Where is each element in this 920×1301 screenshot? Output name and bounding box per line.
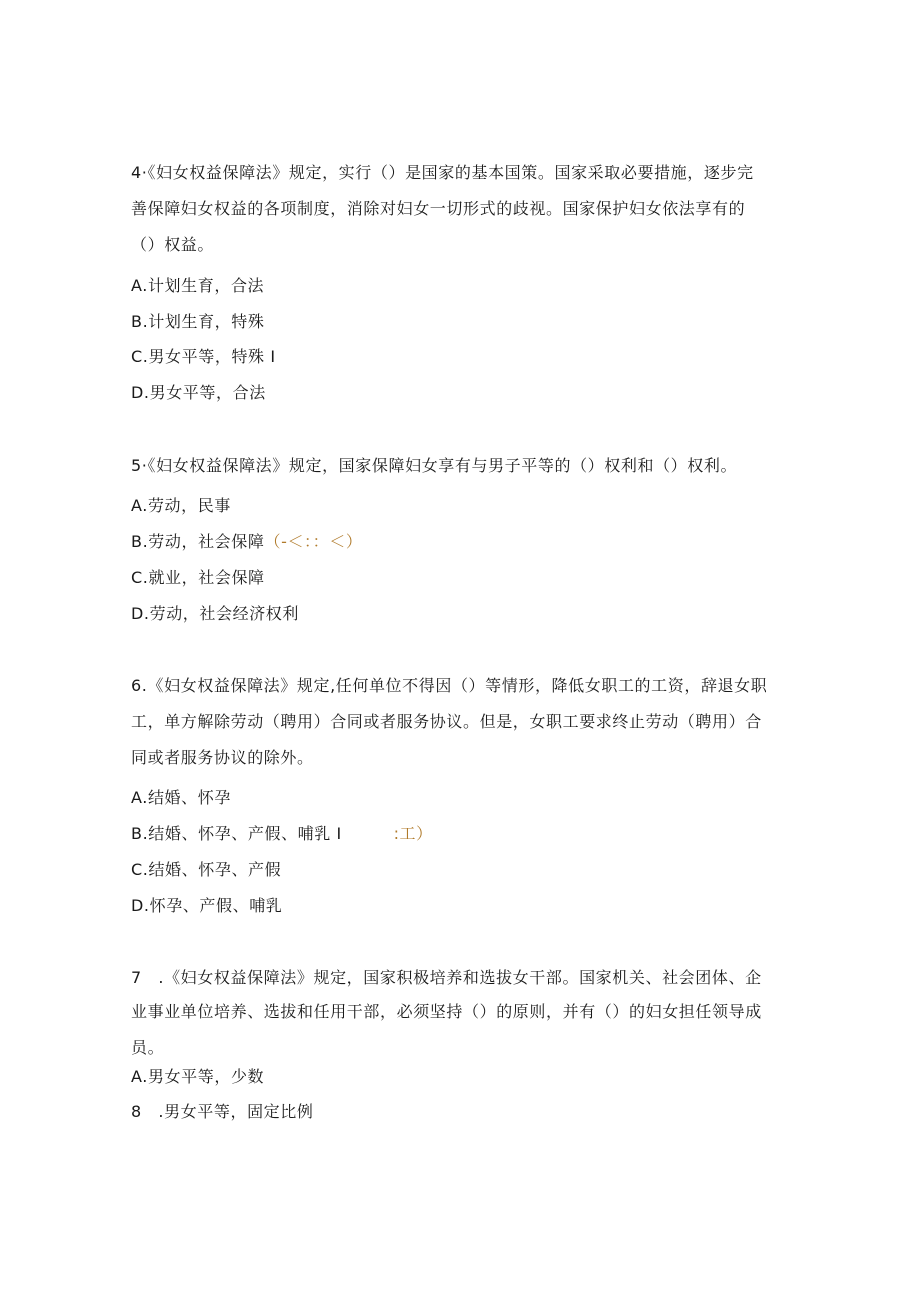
question-4-option-b: B.计划生育，特殊 xyxy=(131,312,265,331)
question-7-stem-line-2: 业事业单位培养、选拔和任用干部，必须坚持（）的原则，并有（）的妇女担任领导成 xyxy=(131,1002,762,1021)
question-4-option-c: C.男女平等，特殊 I xyxy=(131,347,276,366)
question-6-stem-line-2: 工，单方解除劳动（聘用）合同或者服务协议。但是，女职工要求终止劳动（聘用）合 xyxy=(131,712,762,731)
question-4-option-d: D.男女平等，合法 xyxy=(131,383,266,402)
question-5-option-b xyxy=(131,532,362,552)
question-5-stem-line-1: 5·《妇女权益保障法》规定，国家保障妇女享有与男子平等的（）权利和（）权利。 xyxy=(131,456,738,475)
question-6-option-a: A.结婚、怀孕 xyxy=(131,788,231,807)
question-7-option-a: A.男女平等，少数 xyxy=(131,1067,265,1086)
question-5-option-a: A.劳动，民事 xyxy=(131,496,231,515)
question-6-option-b-note: :工） xyxy=(393,824,433,843)
question-7-stem-line-3: 员。 xyxy=(131,1038,165,1057)
question-6-option-b-text: B.结婚、怀孕、产假、哺乳 I xyxy=(131,824,342,843)
question-4-option-a: A.计划生育，合法 xyxy=(131,276,265,295)
question-7-option-b: 8 .男女平等，固定比例 xyxy=(131,1102,314,1121)
question-6-option-b xyxy=(131,824,433,844)
question-6-stem-line-3: 同或者服务协议的除外。 xyxy=(131,748,314,767)
question-4-stem-line-3: （）权益。 xyxy=(131,235,215,254)
question-6-option-d: D.怀孕、产假、哺乳 xyxy=(131,896,283,915)
question-7-stem-line-1: 7 .《妇女权益保障法》规定，国家积极培养和选拔女干部。国家机关、社会团体、企 xyxy=(131,968,762,987)
question-5-option-b-note: （-＜：：＜） xyxy=(264,532,363,551)
question-5-option-d: D.劳动，社会经济权利 xyxy=(131,604,300,623)
question-6-stem-line-1: 6.《妇女权益保障法》规定,任何单位不得因（）等情形，降低女职工的工资，辞退女职 xyxy=(131,676,768,695)
question-4-stem-line-1: 4·《妇女权益保障法》规定，实行（）是国家的基本国策。国家采取必要措施，逐步完 xyxy=(131,163,754,182)
question-5-option-b-text: B.劳动，社会保障 xyxy=(131,532,265,551)
question-4-stem-line-2: 善保障妇女权益的各项制度，消除对妇女一切形式的歧视。国家保护妇女依法享有的 xyxy=(131,199,746,218)
question-5-option-c: C.就业，社会保障 xyxy=(131,568,265,587)
question-6-option-c: C.结婚、怀孕、产假 xyxy=(131,860,282,879)
